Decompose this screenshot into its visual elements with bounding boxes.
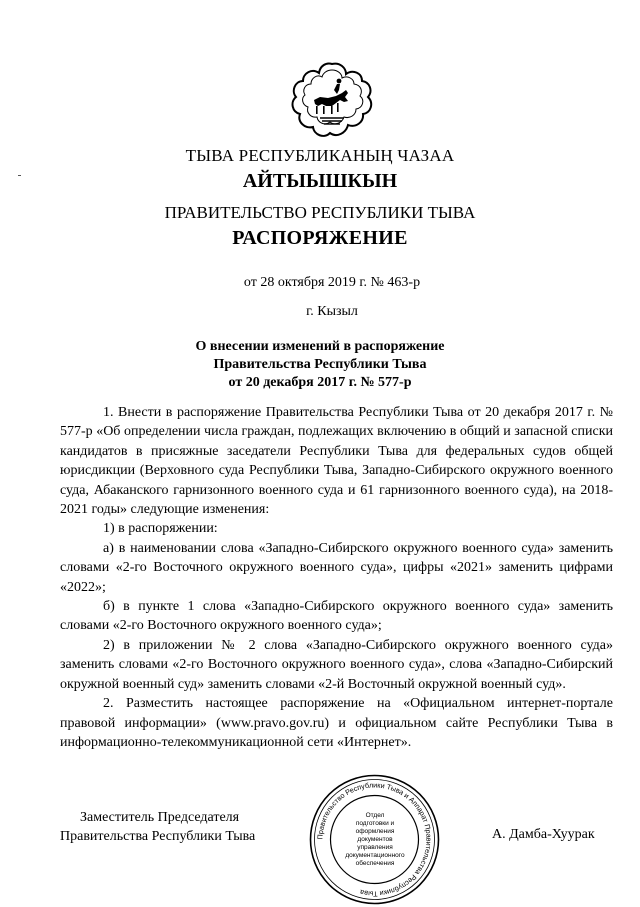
document-body	[60, 403, 613, 752]
subject-title-line: от 20 декабря 2017 г. № 577-р	[228, 375, 412, 390]
stamp-line: Отдел	[365, 812, 385, 819]
signatory-position	[60, 808, 255, 846]
body-paragraph: 1. Внести в распоряжение Правительства Республики Тыва от 20 декабря 2017 г. № 577-р «Об определении числа граждан, подлежащих включению в общий и запасной списки кандидатов в присяжные заседатели Республики Тыва для федеральных судов общей юрисдикции (Верховного суда Республики Тыва, Западно-Сибирского окружного военного суда, Абаканского гарнизонного военного суда и 61 гарнизонного военного суда), на 2018-2021 годы» следующие изменения:	[60, 405, 613, 518]
body-paragraph: б) в пункте 1 слова «Западно-Сибирского окружного военного суда» заменить словами «2-го Восточного окружного военного суда»;	[60, 599, 613, 634]
body-paragraph: 2) в приложении № 2 слова «Западно-Сибирского окружного военного суда» заменить словами «2-го Восточного окружного военного суда», слова «Западно-Сибирский окружной военный суд» заменить словами «2-й Восточный окружной военный суд».	[60, 637, 613, 692]
document-type-title: РАСПОРЯЖЕНИЕ	[232, 227, 408, 249]
header-tuva-line: ТЫВА РЕСПУБЛИКАНЫҢ ЧАЗАА	[185, 146, 455, 165]
stamp-line: документационного	[345, 852, 405, 859]
header-government-line: ПРАВИТЕЛЬСТВО РЕСПУБЛИКИ ТЫВА	[164, 203, 476, 222]
document-date-number: от 28 октября 2019 г. № 463-р	[243, 275, 421, 290]
document-subject-title	[0, 338, 640, 392]
stamp-line: обеспечения	[355, 860, 395, 867]
signatory-position-line: Правительства Республики Тыва	[60, 829, 256, 844]
body-paragraph: а) в наименовании слова «Западно-Сибирского окружного военного суда» заменить словами «2-го Восточного окружного военного суда», цифры «2021» заменить цифрами «2022»;	[60, 540, 613, 595]
body-paragraph: 2. Разместить настоящее распоряжение на «Официальном интернет-портале правовой информации» (www.pravo.gov.ru) и официальном сайте Республики Тыва в информационно-телекоммуникационной сети «Интернет».	[60, 696, 613, 750]
subject-title-line: Правительства Республики Тыва	[213, 357, 427, 372]
stamp-line: подготовки и	[355, 820, 395, 827]
signatory-name: А. Дамба-Хуурак	[492, 827, 595, 842]
subject-title-line: О внесении изменений в распоряжение	[195, 339, 445, 354]
tuva-coat-of-arms-icon	[290, 60, 374, 142]
signatory-position-line: Заместитель Председателя	[80, 810, 240, 825]
stamp-line: оформления документов	[355, 828, 395, 843]
stamp-ring-text: Правительство Республики Тыва и Аппарат Правительства Республики Тыва	[315, 780, 434, 899]
header-aityyshkyn: АЙТЫЫШКЫН	[242, 170, 398, 192]
document-city: г. Кызыл	[306, 304, 358, 319]
stamp-line: управления	[357, 844, 393, 851]
body-paragraph: 1) в распоряжении:	[103, 521, 218, 537]
stamp-center-text	[340, 812, 410, 868]
